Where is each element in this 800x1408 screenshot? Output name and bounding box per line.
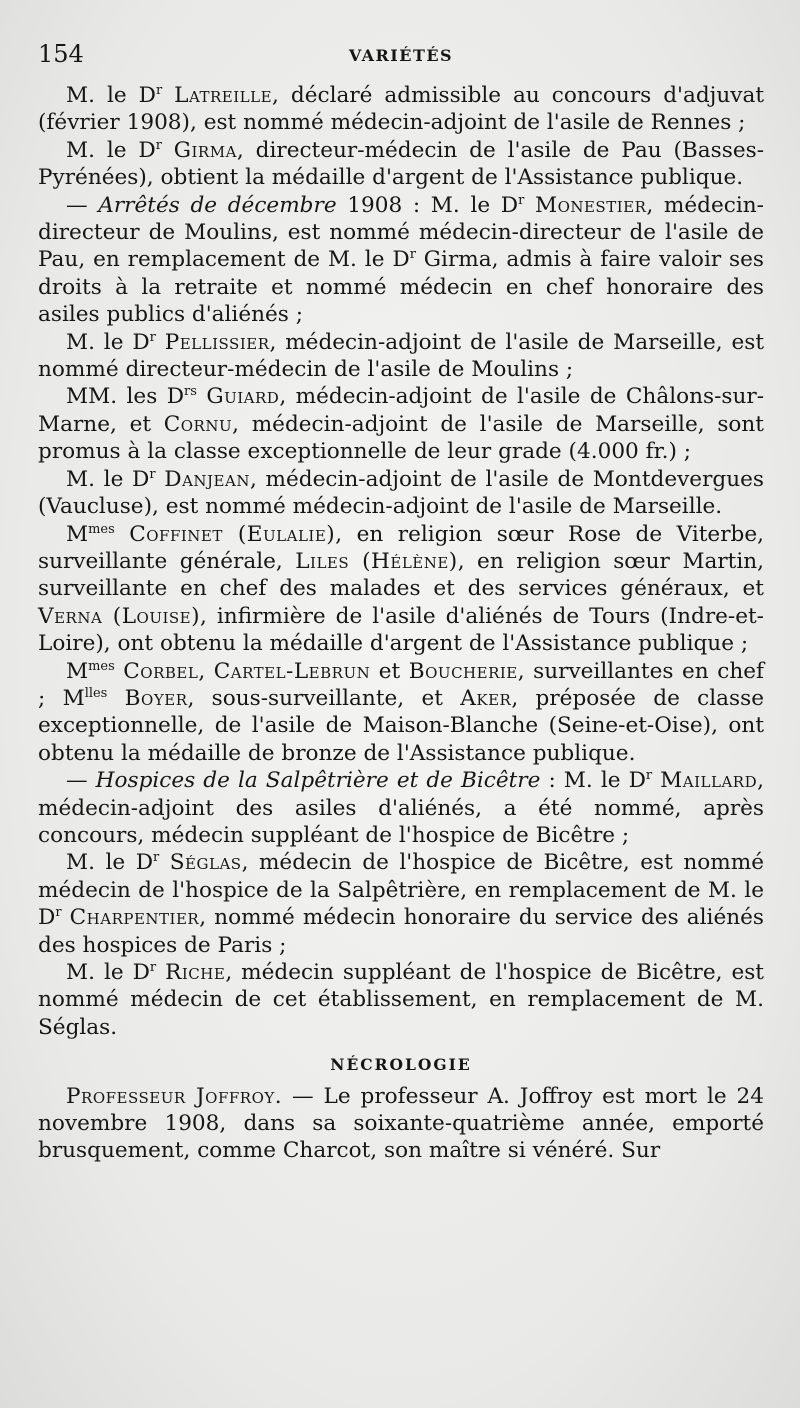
paragraph-danjean: M. le $D^r$ Danjean, médecin-adjoint de l'asile de Montdevergues (Vaucluse), est nommé médecin-adjoint de l'asile de Marseille.	[38, 466, 765, 520]
section-heading-italic: Hospices de la Salpêtrière et de Bicêtre	[95, 768, 541, 794]
page-body	[38, 82, 764, 1165]
paragraph-joffroy: Professeur Joffroy. — Le professeur A. Joffroy est mort le 24 novembre 1908, dans sa soixante-quatrième année, emporté brusquement, comme Charcot, son maître si vénéré. Sur	[38, 1083, 764, 1164]
paragraph-riche: M. le $D^r$ Riche, médecin suppléant de l'hospice de Bicêtre, est nommé médecin de cet établissement, en remplacement de M. Séglas.	[38, 959, 764, 1040]
person-name: Cornu	[163, 411, 233, 437]
paragraph-pellissier: M. le $D^r$ Pellissier, médecin-adjoint de l'asile de Marseille, est nommé directeur-médecin de l'asile de Moulins ;	[38, 329, 764, 383]
paragraph-latreille: M. le $D^r$ Latreille, déclaré admissible au concours d'adjuvat (février 1908), est nommé médecin-adjoint de l'asile de Rennes ;	[38, 82, 765, 136]
person-name: Liles (Hélène)	[295, 548, 458, 574]
paragraph-seglas: M. le $D^r$ Séglas, médecin de l'hospice de Bicêtre, est nommé médecin de l'hospice de la Salpêtrière, en remplacement de M. le $D^r$ Charpentier, nommé médecin honoraire du service des aliénés des hospices de Paris ;	[38, 850, 764, 958]
paragraph-coffinet-liles-verna: $M^{mes}$ Coffinet (Eulalie), en religion sœur Rose de Viterbe, surveillante générale, Liles (Hélène), en religion sœur Martin, surveillante en chef des malades et des services généraux, et Verna (Louise), infirmière de l'asile d'aliénés de Tours (Indre-et-Loire), ont obtenu la médaille d'argent de l'Assistance publique ;	[38, 521, 764, 657]
paragraph-girma: M. le $D^r$ Girma, directeur-médecin de l'asile de Pau (Basses-Pyrénées), obtient la médaille d'argent de l'Assistance publique.	[38, 137, 764, 191]
person-name: Guiard	[206, 384, 280, 410]
page-number: 154	[38, 40, 84, 68]
person-name: Boyer	[124, 685, 188, 711]
page-header	[38, 36, 764, 76]
person-name: Maillard	[660, 768, 758, 794]
person-name: Cartel-Lebrun	[213, 658, 371, 684]
person-name: Verna (Louise)	[38, 603, 201, 629]
person-name: Professeur Joffroy.	[66, 1083, 283, 1109]
person-name: Séglas	[169, 850, 242, 876]
person-name: Coffinet (Eulalie)	[129, 521, 336, 547]
paragraph-guiard-cornu: MM. les $D^{rs}$ Guiard, médecin-adjoint de l'asile de Châlons-sur-Marne, et Cornu, médecin-adjoint de l'asile de Marseille, sont promus à la classe exceptionnelle de leur grade (4.000 fr.) ;	[38, 384, 764, 465]
person-name: Latreille	[174, 83, 273, 108]
necrology-heading: NÉCROLOGIE	[330, 1055, 472, 1075]
person-name: Aker	[460, 685, 512, 711]
paragraph-arretes-decembre: — Arrêtés de décembre 1908 : M. le $D^r$ Monestier, médecin-directeur de Moulins, est nommé médecin-directeur de l'asile de Pau, en remplacement de M. le $D^r$ Girma, admis à faire valoir ses droits à la retraite et nommé médecin en chef honoraire des asiles publics d'aliénés ;	[38, 192, 764, 328]
person-name: Girma	[173, 137, 237, 163]
person-name: Monestier	[534, 192, 647, 218]
paragraph-corbel-boyer-aker: $M^{mes}$ Corbel, Cartel-Lebrun et Boucherie, surveillantes en chef ; $M^{lles}$ Boyer, sous-surveillante, et Aker, préposée de classe exceptionnelle, de l'asile de Maison-Blanche (Seine-et-Oise), ont obtenu la médaille de bronze de l'Assistance publique.	[38, 658, 765, 766]
paragraph-hospices: — Hospices de la Salpêtrière et de Bicêtre : M. le $D^r$ Maillard, médecin-adjoint des asiles d'aliénés, a été nommé, après concours, médecin suppléant de l'hospice de Bicêtre ;	[38, 767, 764, 848]
person-name: Riche	[165, 960, 226, 985]
person-name: Corbel	[123, 658, 199, 684]
person-name: Charpentier	[69, 905, 200, 931]
person-name: Danjean	[164, 466, 250, 492]
person-name: Boucherie	[408, 658, 518, 684]
section-heading-italic: Arrêtés de décembre	[98, 192, 337, 218]
person-name: Pellissier	[164, 329, 270, 355]
running-title: VARIÉTÉS	[348, 46, 454, 65]
